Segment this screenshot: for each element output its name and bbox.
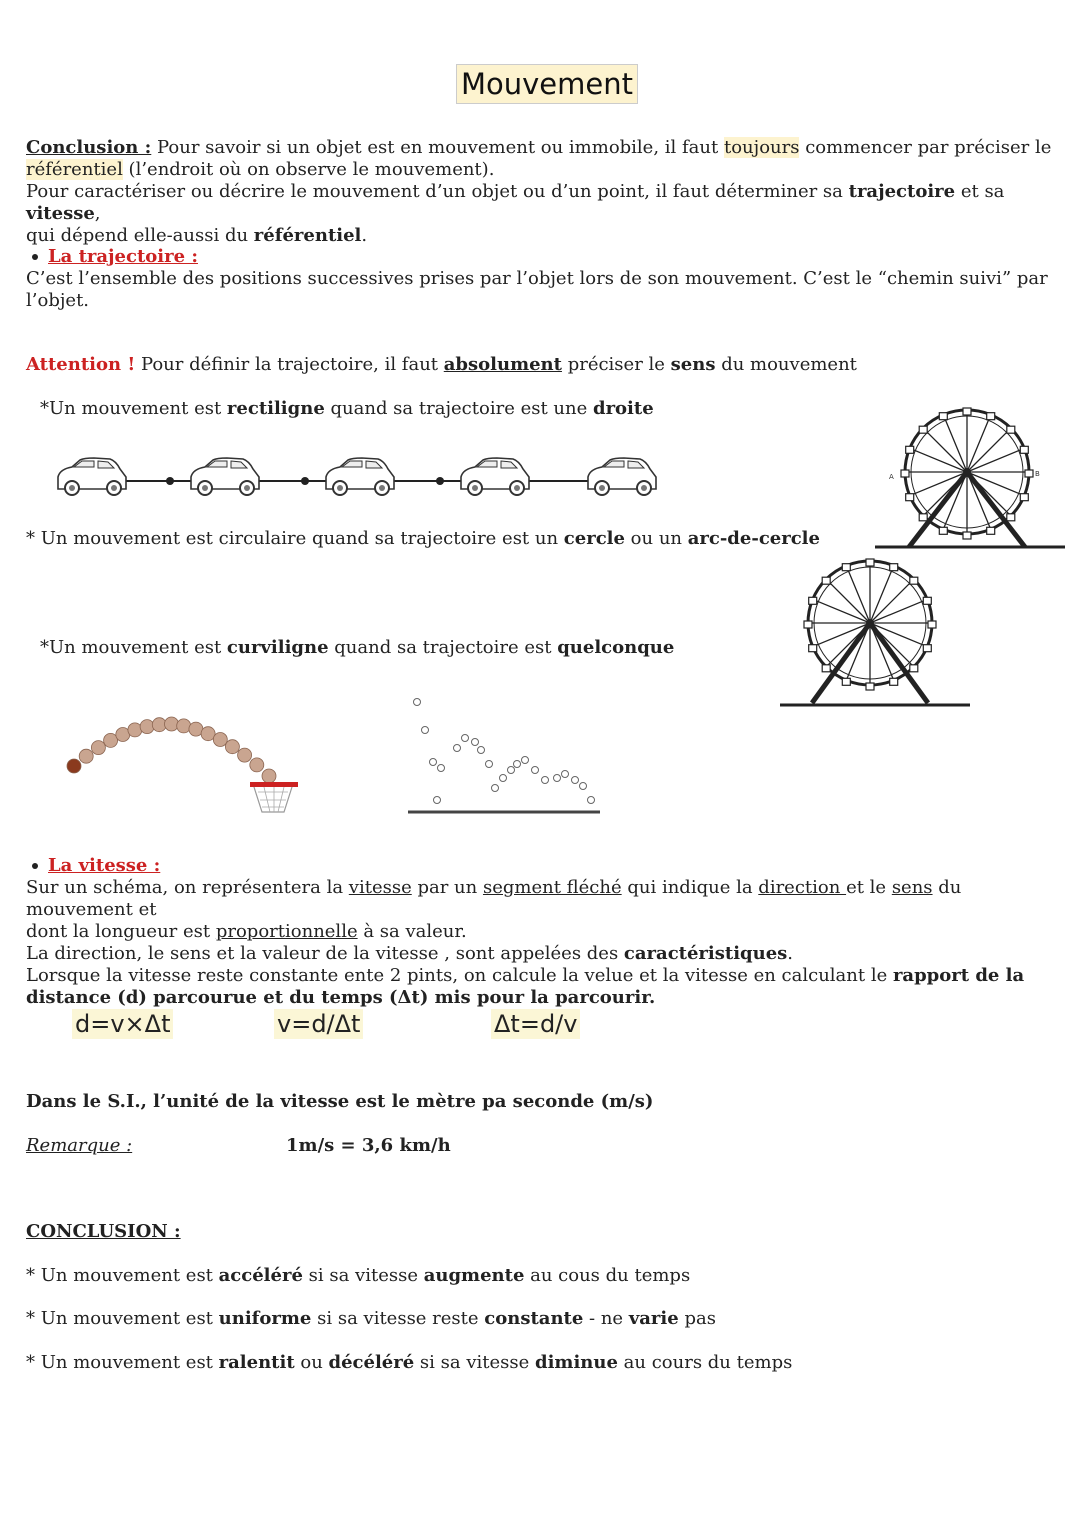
conclusion-label: Conclusion :: [26, 137, 152, 158]
bouncing-ball-illustration: [405, 690, 605, 820]
svg-text:A: A: [889, 473, 894, 481]
ferris-wheel-icon: [875, 400, 1065, 550]
conclusion-uniforme: * Un mouvement est uniforme si sa vitesse reste constante - ne varie pas: [26, 1308, 716, 1329]
attention-label: Attention !: [26, 354, 136, 375]
si-unit-statement: Dans le S.I., l’unité de la vitesse est le mètre pa seconde (m/s): [26, 1091, 654, 1112]
bullet-icon: [32, 863, 38, 869]
rectiligne-line: *Un mouvement est rectiligne quand sa trajectoire est une droite: [40, 398, 654, 419]
car-icon: [191, 458, 259, 495]
attention-line: Attention ! Pour définir la trajectoire, il faut absolument préciser le sens du mouvement: [26, 354, 857, 375]
car-icon: [58, 458, 126, 495]
highlight-toujours: toujours: [723, 137, 800, 158]
bullet-icon: [32, 254, 38, 260]
curviligne-line: *Un mouvement est curviligne quand sa trajectoire est quelconque: [40, 637, 675, 658]
page-title: Mouvement: [456, 64, 638, 104]
vitesse-section: La vitesse : Sur un schéma, on représentera la vitesse par un segment fléché qui indique la direction et le sens du mouvement et dont la longueur est proportionnelle à sa valeur. La direction, le sens et la valeur de la vitesse , sont appelées des caractéristiques. Lorsque la vitesse reste constante ente 2 pints, on calcule la velue et la vitesse en calculant le rapport de la distance (d) parcourue et du temps (Δt) mis pour la parcourir.: [26, 855, 1025, 1008]
circulaire-line: * Un mouvement est circulaire quand sa trajectoire est un cercle ou un arc-de-cercle: [26, 528, 820, 549]
svg-text:B: B: [1035, 470, 1040, 478]
car-icon: [588, 458, 656, 495]
trajectory-dot: [301, 477, 309, 485]
trajectory-dot: [166, 477, 174, 485]
trajectoire-heading: La trajectoire :: [48, 246, 198, 267]
conclusion-paragraph: Conclusion : Pour savoir si un objet est en mouvement ou immobile, il faut toujours commencer par préciser le référentiel (l’endroit où on observe le mouvement). Pour caractériser ou décrire le mouvement d’un objet ou d’un point, il faut déterminer sa trajectoire et sa vitesse, qui dépend elle-aussi du référentiel.: [26, 137, 1052, 246]
cars-trajectory-illustration: [50, 455, 690, 505]
conclusion-heading: CONCLUSION :: [26, 1221, 181, 1242]
remarque-value: 1m/s = 3,6 km/h: [286, 1135, 451, 1156]
basketball-hoop-icon: [250, 782, 298, 812]
car-icon: [326, 458, 394, 495]
conclusion-ralentit: * Un mouvement est ralentit ou décéléré si sa vitesse diminue au cours du temps: [26, 1352, 793, 1373]
remarque-label: Remarque :: [26, 1135, 133, 1156]
formula-vitesse: v=d/Δt: [274, 1009, 363, 1039]
trajectoire-section: La trajectoire : C’est l’ensemble des positions successives prises par l’objet lors de son mouvement. C’est le “chemin suivi” par l’objet.: [26, 246, 1048, 311]
formula-temps: Δt=d/v: [491, 1009, 580, 1039]
conclusion-accelere: * Un mouvement est accéléré si sa vitesse augmente au cous du temps: [26, 1265, 691, 1286]
trajectory-dot: [436, 477, 444, 485]
formula-distance: d=v×Δt: [72, 1009, 173, 1039]
basketball-trajectory-illustration: [60, 680, 310, 820]
vitesse-heading: La vitesse :: [48, 855, 161, 876]
car-icon: [461, 458, 529, 495]
highlight-referentiel: référentiel: [26, 159, 123, 180]
ferris-wheel-icon: [780, 558, 970, 708]
